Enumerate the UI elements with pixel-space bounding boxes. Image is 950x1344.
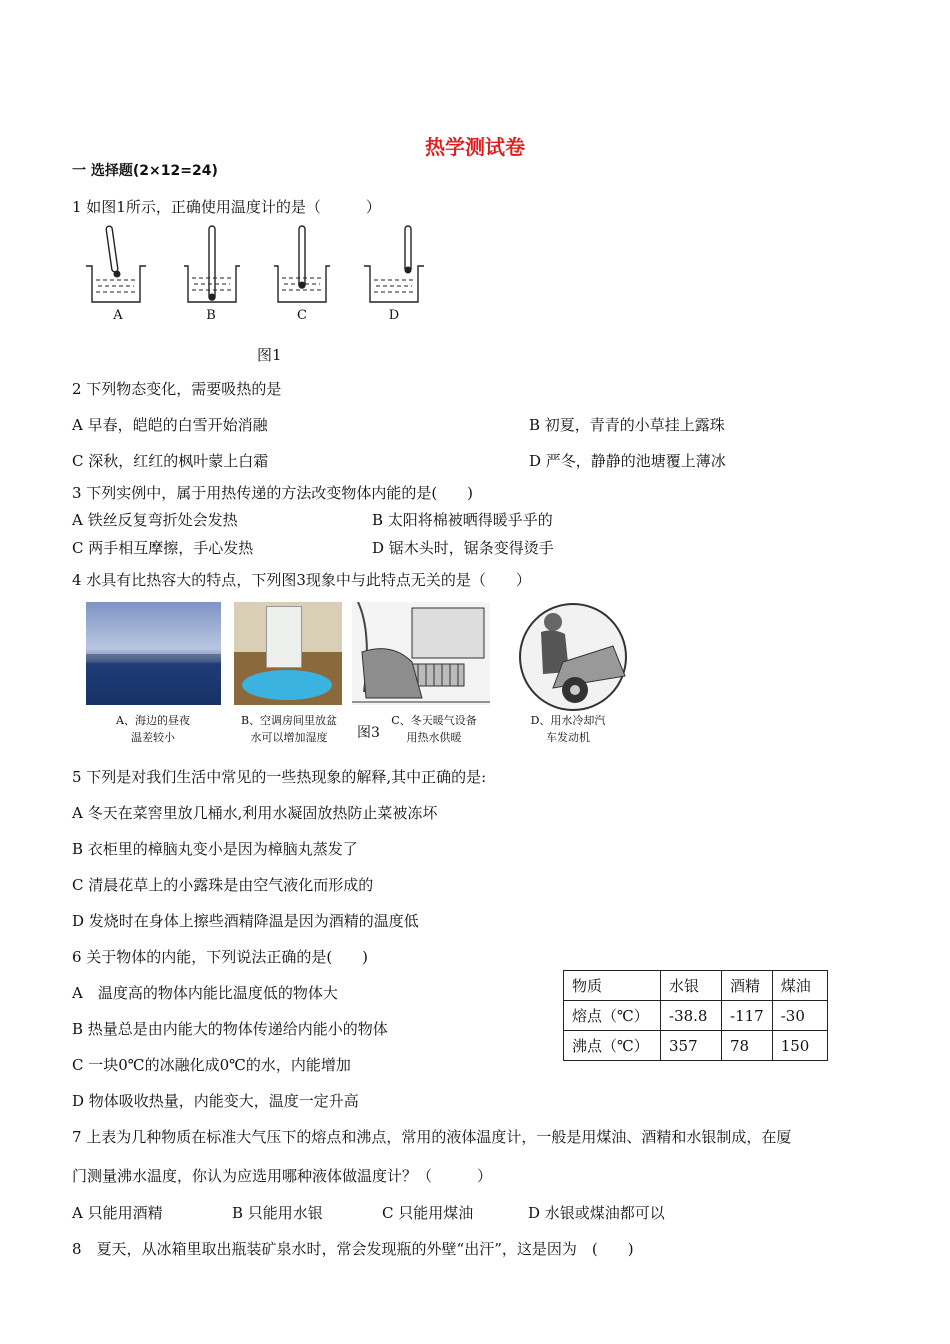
- table-header: 酒精: [722, 971, 773, 1001]
- q2-option-c: C 深秋，红红的枫叶蒙上白霜: [72, 452, 269, 470]
- caption-b: B、空调房间里放盆 水可以增加湿度: [240, 714, 338, 744]
- question-7-line-2: 门测量沸水温度，你认为应选用哪种液体做温度计？（ ）: [72, 1167, 493, 1185]
- table-cell: 357: [661, 1031, 722, 1061]
- table-cell: 沸点（℃）: [564, 1031, 661, 1061]
- melting-boiling-table: [563, 970, 828, 1061]
- air-conditioner-photo: [234, 602, 342, 705]
- question-5: 5 下列是对我们生活中常见的一些热现象的解释,其中正确的是:: [72, 768, 487, 786]
- question-2: 2 下列物态变化，需要吸热的是: [72, 380, 282, 398]
- question-6: 6 关于物体的内能，下列说法正确的是( ): [72, 948, 369, 966]
- q6-option-b: B 热量总是由内能大的物体传递给内能小的物体: [72, 1020, 388, 1038]
- question-4: 4 水具有比热容大的特点，下列图3现象中与此特点无关的是（ ）: [72, 571, 531, 589]
- table-header: 水银: [661, 971, 722, 1001]
- question-1: 1 如图1所示，正确使用温度计的是（ ）: [72, 198, 381, 216]
- car-engine-drawing: [513, 602, 633, 712]
- option-label-a: A: [113, 308, 123, 323]
- q3-option-a: A 铁丝反复弯折处会发热: [72, 511, 238, 529]
- page-title: 热学测试卷: [425, 135, 525, 159]
- question-7-line-1: 7 上表为几种物质在标准大气压下的熔点和沸点，常用的液体温度计，一般是用煤油、酒精和水银制成，在厦: [72, 1128, 792, 1146]
- table-cell: 150: [772, 1031, 827, 1061]
- table-cell: -117: [722, 1001, 773, 1031]
- option-label-d: D: [388, 308, 400, 323]
- table-cell: 78: [722, 1031, 773, 1061]
- q7-option-d: D 水银或煤油都可以: [528, 1204, 665, 1222]
- option-label-b: B: [206, 308, 216, 323]
- q3-option-b: B 太阳将棉被晒得暖乎乎的: [372, 511, 553, 529]
- q5-option-b: B 衣柜里的樟脑丸变小是因为樟脑丸蒸发了: [72, 840, 358, 858]
- caption-a: A、海边的昼夜 温差较小: [116, 714, 190, 744]
- table-header: 物质: [564, 971, 661, 1001]
- question-8: 8 夏天，从冰箱里取出瓶装矿泉水时，常会发现瓶的外壁“出汗”，这是因为 ( ): [72, 1240, 634, 1258]
- table-header-row: [564, 971, 828, 1001]
- q3-option-c: C 两手相互摩擦，手心发热: [72, 539, 254, 557]
- table-cell: -38.8: [661, 1001, 722, 1031]
- table-cell: 熔点（℃）: [564, 1001, 661, 1031]
- q7-option-b: B 只能用水银: [232, 1204, 323, 1222]
- q6-option-d: D 物体吸收热量，内能变大，温度一定升高: [72, 1092, 359, 1110]
- seaside-photo: [86, 602, 221, 705]
- question-3: 3 下列实例中，属于用热传递的方法改变物体内能的是( ): [72, 484, 474, 502]
- q7-option-a: A 只能用酒精: [72, 1204, 163, 1222]
- figure-1-caption: 图1: [257, 346, 282, 364]
- q6-option-c: C 一块0℃的冰融化成0℃的水，内能增加: [72, 1056, 351, 1074]
- table-row: [564, 1001, 828, 1031]
- q2-option-d: D 严冬，静静的池塘覆上薄冰: [529, 452, 726, 470]
- section-heading: 一 选择题(2×12=24): [72, 163, 218, 179]
- table-header: 煤油: [772, 971, 827, 1001]
- q2-option-a: A 早春，皑皑的白雪开始消融: [72, 416, 268, 434]
- q2-option-b: B 初夏，青青的小草挂上露珠: [529, 416, 725, 434]
- thermometer-figure: [80, 222, 440, 310]
- q5-option-d: D 发烧时在身体上擦些酒精降温是因为酒精的温度低: [72, 912, 419, 930]
- option-label-c: C: [297, 308, 307, 323]
- q5-option-a: A 冬天在菜窖里放几桶水,利用水凝固放热防止菜被冻坏: [72, 804, 438, 822]
- q5-option-c: C 清晨花草上的小露珠是由空气液化而形成的: [72, 876, 374, 894]
- q6-option-a: A 温度高的物体内能比温度低的物体大: [72, 984, 338, 1002]
- q7-option-c: C 只能用煤油: [382, 1204, 474, 1222]
- caption-d: D、用水冷却汽 车发动机: [530, 714, 606, 744]
- figure-3-caption: 图3: [357, 725, 380, 741]
- caption-c: C、冬天暖气设备 用热水供暖: [391, 714, 477, 744]
- q3-option-d: D 锯木头时，锯条变得烫手: [372, 539, 554, 557]
- table-row: [564, 1031, 828, 1061]
- heater-drawing: [352, 602, 490, 705]
- table-cell: -30: [772, 1001, 827, 1031]
